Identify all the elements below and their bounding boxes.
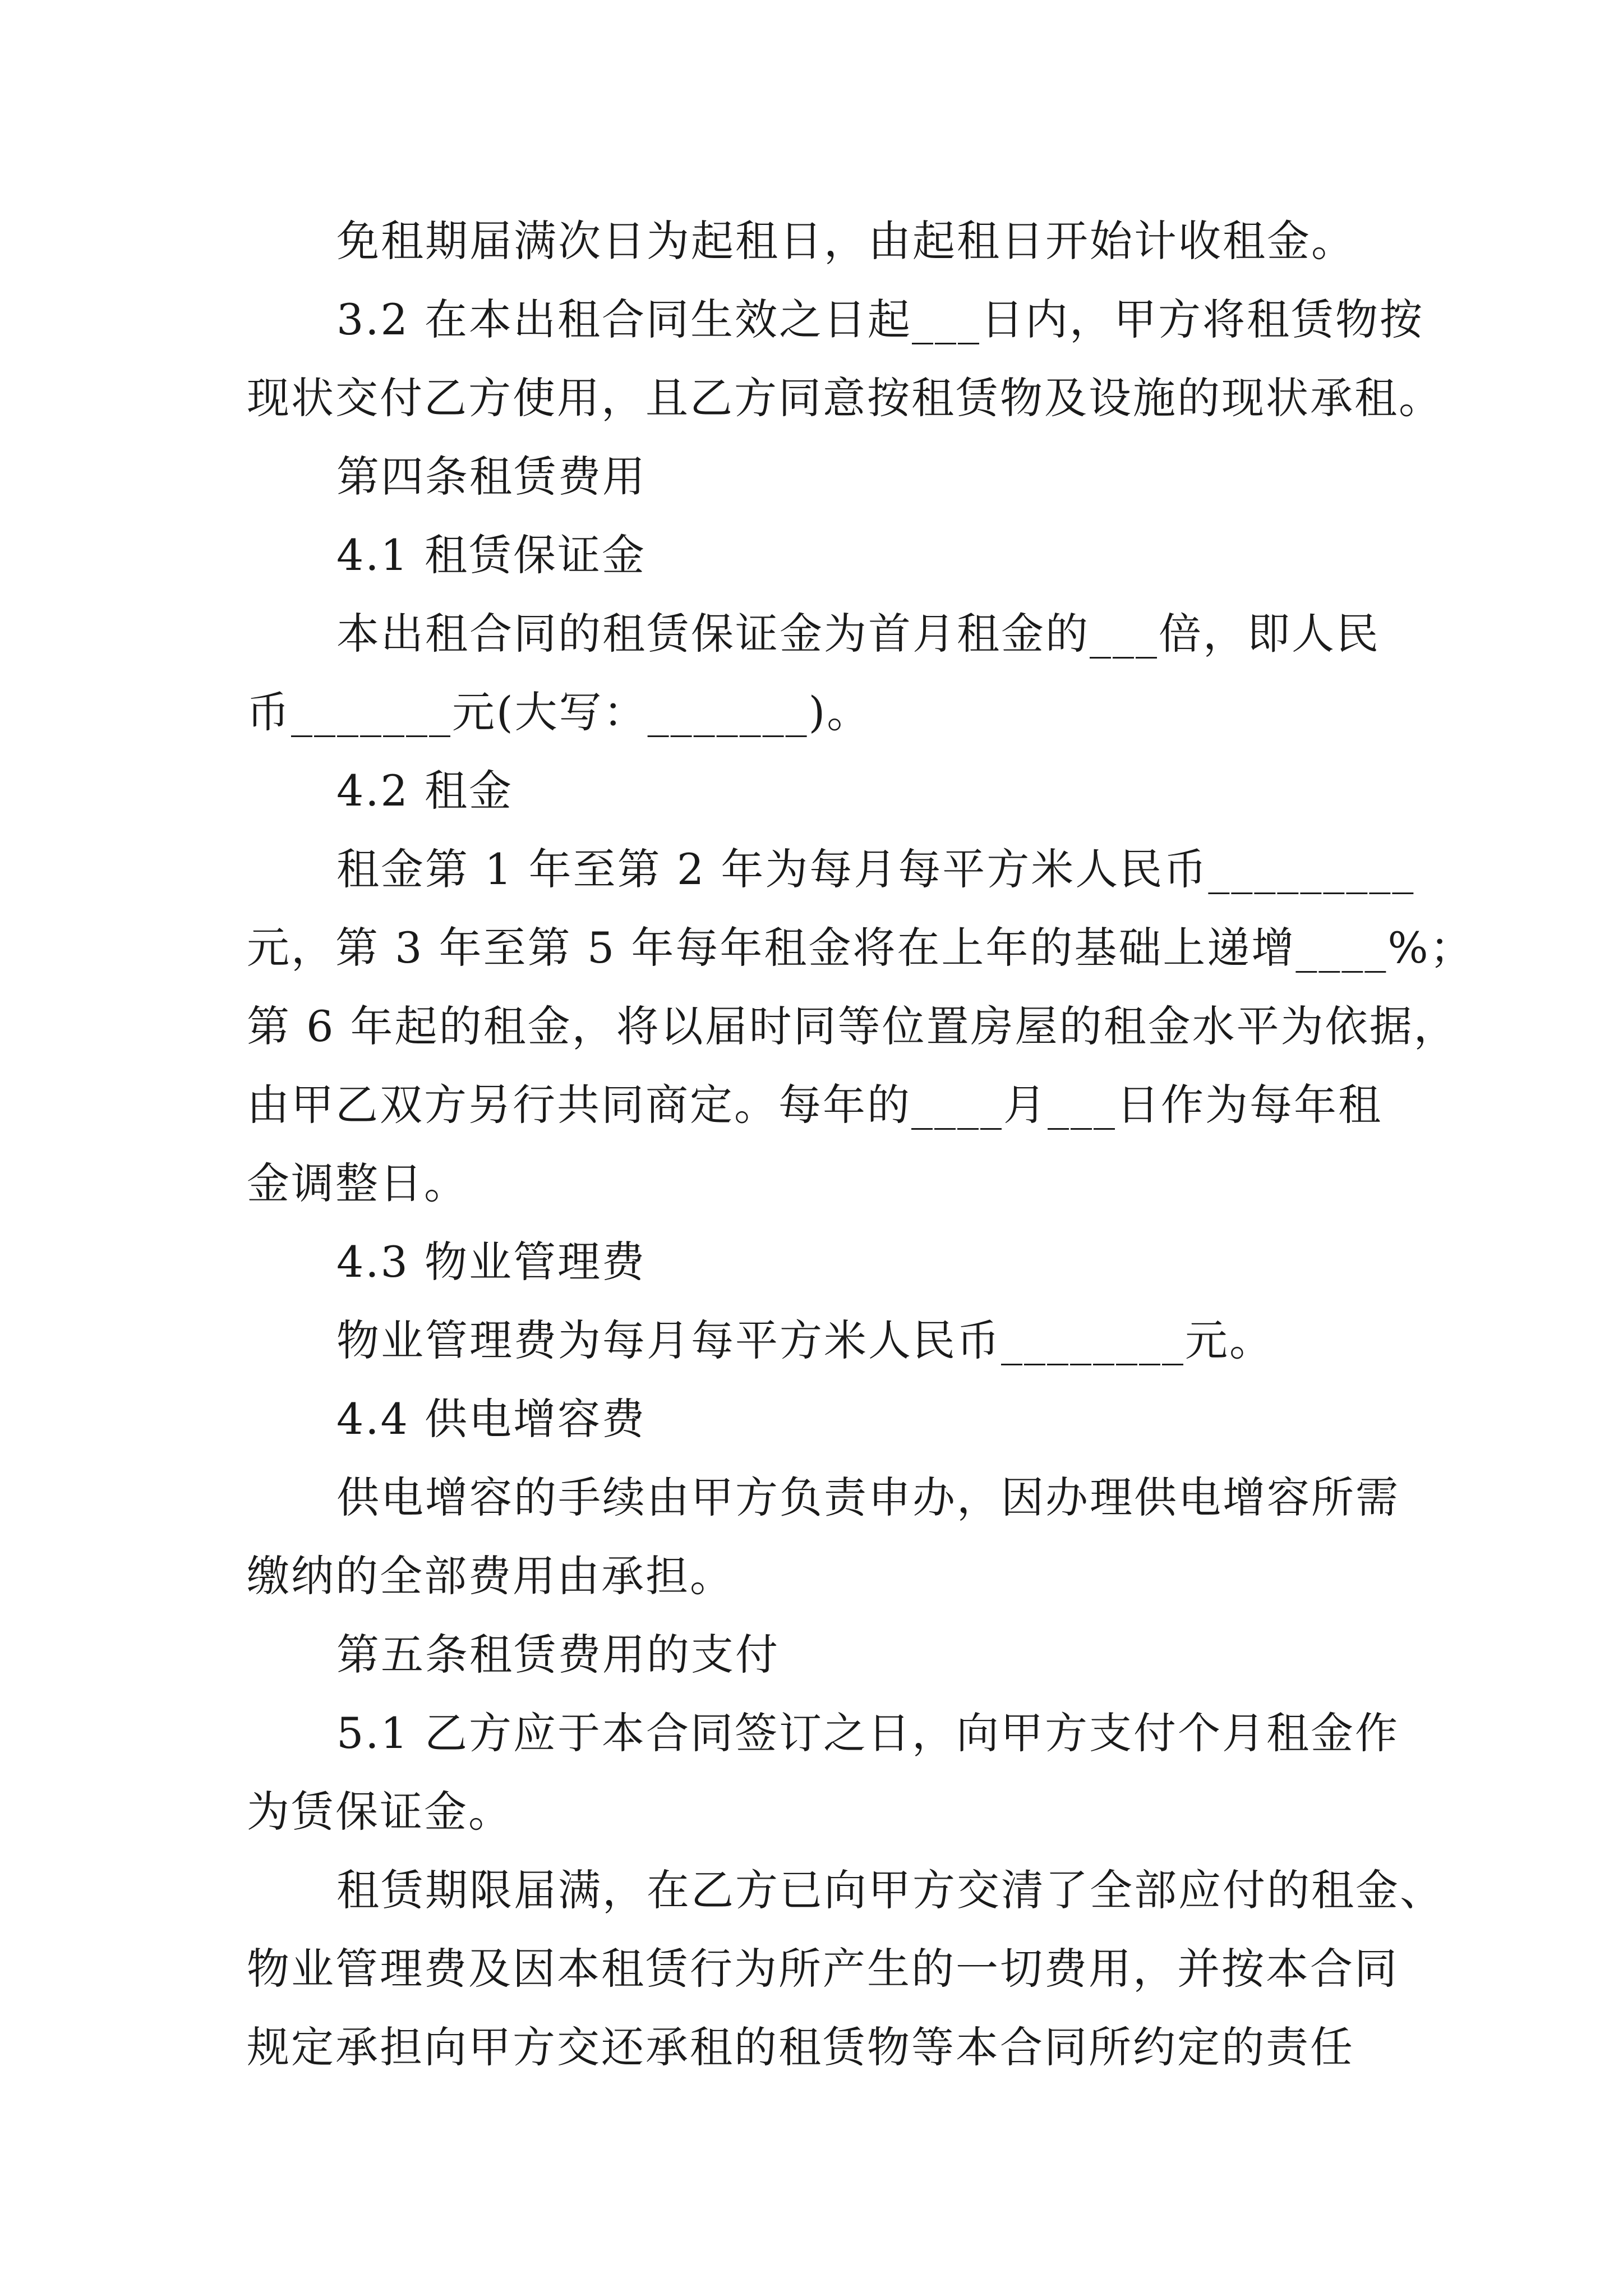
paragraph-line: 第 6 年起的租金，将以届时同等位置房屋的租金水平为依据， <box>247 1001 1458 1051</box>
paragraph-line: 现状交付乙方使用，且乙方同意按租赁物及设施的现状承租。 <box>247 373 1443 423</box>
paragraph-line: 物业管理费为每月每平方米人民币________元。 <box>336 1315 1274 1365</box>
clause-5-1-line: 5.1 乙方应于本合同签订之日，向甲方支付个月租金作 <box>336 1708 1400 1758</box>
paragraph-line: 本出租合同的租赁保证金为首月租金的___倍，即人民 <box>336 609 1380 659</box>
clause-4-3-heading: 4.3 物业管理费 <box>336 1237 647 1287</box>
article-5-heading: 第五条租赁费用的支付 <box>336 1630 780 1680</box>
paragraph-line: 币_______元(大写：_______)。 <box>247 687 872 737</box>
paragraph-line: 租金第 1 年至第 2 年为每月每平方米人民币_________ <box>336 844 1415 894</box>
clause-4-1-heading: 4.1 租赁保证金 <box>336 530 647 580</box>
paragraph-line: 元，第 3 年至第 5 年每年租金将在上年的基础上递增____%； <box>247 923 1474 973</box>
paragraph-line: 免租期届满次日为起租日，由起租日开始计收租金。 <box>336 216 1355 266</box>
paragraph-line: 租赁期限届满，在乙方已向甲方交清了全部应付的租金、 <box>336 1865 1444 1915</box>
paragraph-line: 金调整日。 <box>247 1158 468 1208</box>
paragraph-line: 规定承担向甲方交还承租的租赁物等本合同所约定的责任 <box>247 2022 1354 2072</box>
paragraph-line: 为赁保证金。 <box>247 1787 513 1837</box>
clause-4-2-heading: 4.2 租金 <box>336 766 514 816</box>
paragraph-line: 由甲乙双方另行共同商定。每年的____月___日作为每年租 <box>247 1080 1382 1130</box>
clause-3-2-line: 3.2 在本出租合同生效之日起___日内，甲方将租赁物按 <box>336 295 1424 344</box>
article-4-heading: 第四条租赁费用 <box>336 452 647 501</box>
paragraph-line: 供电增容的手续由甲方负责申办，因办理供电增容所需 <box>336 1473 1400 1522</box>
paragraph-line: 缴纳的全部费用由承担。 <box>247 1551 734 1601</box>
clause-4-4-heading: 4.4 供电增容费 <box>336 1394 647 1444</box>
paragraph-line: 物业管理费及因本租赁行为所产生的一切费用，并按本合同 <box>247 1944 1399 1994</box>
